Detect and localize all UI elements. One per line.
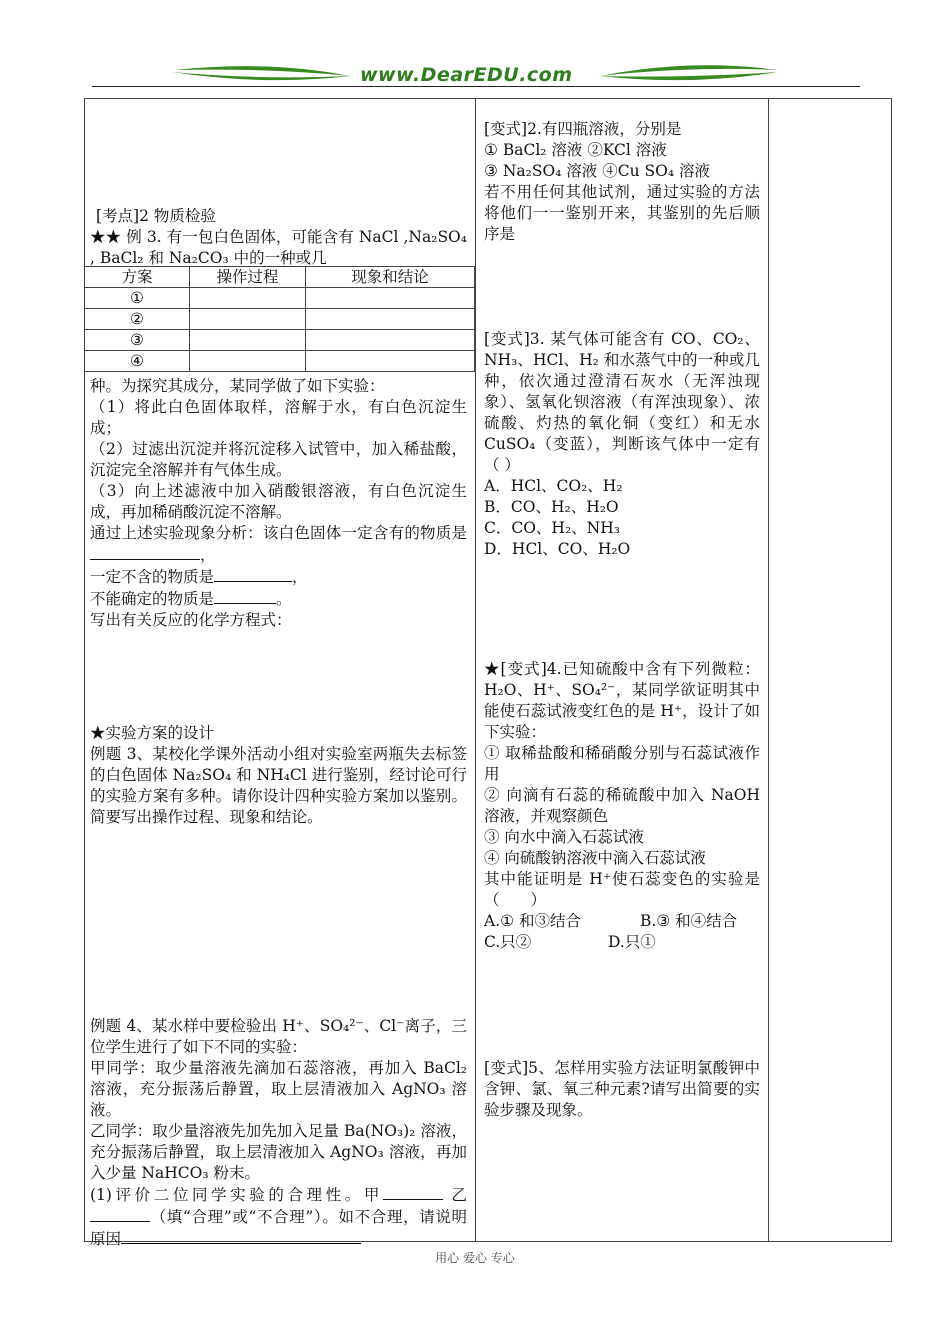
table-header-cell: 操作过程 [190, 267, 306, 288]
table-row [85, 351, 475, 372]
example4-q1-text: (1)评价二位同学实验的合理性。甲 [90, 1186, 383, 1204]
column-divider-2 [768, 98, 769, 1241]
example4-intro: 例题 4、某水样中要检验出 H⁺、SO₄²⁻、Cl⁻离子，三位学生进行了如下不同的实验： [90, 1017, 467, 1056]
design-title: ★实验方案的设计 [90, 724, 215, 742]
table-header-cell: 方案 [85, 267, 190, 288]
table-header-cell: 现象和结论 [306, 267, 475, 288]
example3-question: 通过上述实验现象分析：该白色固体一定含有的物质是 [90, 524, 467, 542]
variant3-option[interactable]: A．HCl、CO₂、H₂ [484, 477, 623, 495]
answer-blank[interactable] [121, 1228, 361, 1244]
table-cell[interactable] [190, 330, 306, 351]
table-cell: ④ [85, 351, 190, 372]
table-cell[interactable] [306, 288, 475, 309]
variant2-line: ① BaCl₂ 溶液 ②KCl 溶液 [484, 141, 667, 159]
answer-blank[interactable] [90, 1206, 150, 1222]
example3-line: 一定不含的物质是 ， [90, 568, 308, 586]
variant4-option[interactable]: C.只② [484, 933, 532, 951]
example3-question: 一定不含的物质是 [90, 568, 215, 586]
example3-line: 不能确定的物质是 。 [90, 590, 292, 608]
answer-blank[interactable] [214, 588, 276, 604]
variant4-question: 其中能证明是 H⁺使石蕊变色的实验是（ ） [484, 870, 760, 909]
table-row [85, 288, 475, 309]
variant4-option[interactable]: A.① 和③结合 [484, 912, 581, 930]
variant4-item: ② 向滴有石蕊的稀硫酸中加入 NaOH 溶液，并观察颜色 [484, 786, 760, 825]
variant4-item: ③ 向水中滴入石蕊试液 [484, 828, 644, 846]
example3-question: 不能确定的物质是 [90, 590, 215, 608]
example4-q1-text: （填“合理”或“不合理”）。如不合理，请说明原因 [90, 1208, 467, 1248]
variant3-option[interactable]: C．CO、H₂、NH₃ [484, 519, 620, 537]
example3-line: （2）过滤出沉淀并将沉淀移入试管中，加入稀盐酸，沉淀完全溶解并有气体生成。 [90, 440, 467, 479]
table-cell: ③ [85, 330, 190, 351]
variant3-option[interactable]: B．CO、H₂、H₂O [484, 498, 619, 516]
answer-blank[interactable] [214, 566, 292, 582]
variant4-item: ① 取稀盐酸和稀硝酸分别与石蕊试液作用 [484, 744, 760, 783]
table-cell[interactable] [190, 288, 306, 309]
table-row [85, 330, 475, 351]
variant4-body: ★[变式]4.已知硫酸中含有下列微粒：H₂O、H⁺、SO₄²⁻，某同学欲证明其中能使石蕊试液变红色的是 H⁺，设计了如下实验： [484, 660, 760, 741]
table-row [85, 309, 475, 330]
example3-line: （1）将此白色固体取样，溶解于水，有白色沉淀生成； [90, 398, 467, 437]
variant3-option[interactable]: D．HCl、CO、H₂O [484, 540, 631, 558]
example3-intro [90, 227, 467, 269]
scheme-table [84, 266, 475, 372]
example3-line: （3）向上述滤液中加入硝酸银溶液，有白色沉淀生成，再加稀硝酸沉淀不溶解。 [90, 482, 467, 521]
table-cell[interactable] [190, 351, 306, 372]
variant2-line: 若不用任何其他试剂，通过实验的方法将他们一一鉴别开来，其鉴别的先后顺序是 [484, 183, 760, 243]
table-cell[interactable] [306, 351, 475, 372]
stars-icon: ★★ [90, 228, 122, 246]
variant4 [484, 659, 760, 953]
table-header-row [85, 267, 475, 288]
variant2-line: ③ Na₂SO₄ 溶液 ④Cu SO₄ 溶液 [484, 162, 710, 180]
example3-body [90, 376, 467, 631]
design-body: 例题 3、某校化学课外活动小组对实验室两瓶失去标签的白色固体 Na₂SO₄ 和 NH₄Cl 进行鉴别，经讨论可行的实验方案有多种。请你设计四种实验方案加以鉴别。简要写出操作过程、现象和结论。 [90, 745, 467, 826]
variant4-option[interactable]: B.③ 和④结合 [640, 912, 738, 930]
column-divider-1 [475, 98, 476, 1241]
table-cell: ① [85, 288, 190, 309]
variant2-title: [变式]2.有四瓶溶液，分别是 [484, 120, 682, 138]
answer-blank[interactable] [383, 1184, 443, 1200]
example4-yi: 乙同学：取少量溶液先加先加入足量 Ba(NO₃)₂ 溶液，充分振荡后静置，取上层清液加入 AgNO₃ 溶液，再加入少量 NaHCO₃ 粉末。 [90, 1122, 467, 1182]
variant4-item: ④ 向硫酸钠溶液中滴入石蕊试液 [484, 849, 706, 867]
variant4-options-row [484, 932, 760, 953]
example4-jia: 甲同学：取少量溶液先滴加石蕊溶液，再加入 BaCl₂ 溶液，充分振荡后静置，取上层清液加入 AgNO₃ 溶液。 [90, 1059, 467, 1119]
variant5-body: [变式]5、怎样用实验方法证明氯酸钾中含钾、氯、氧三种元素?请写出简要的实验步骤及现象。 [484, 1059, 760, 1119]
variant4-options-row [484, 911, 760, 932]
table-cell[interactable] [306, 309, 475, 330]
page-footer: 用心 爱心 专心 [435, 1251, 515, 1265]
example3-intro-text: 例 3. 有一包白色固体，可能含有 NaCl ,Na₂SO₄ , BaCl₂ 和 Na₂CO₃ 中的一种或几 [90, 228, 467, 267]
example3-line: 写出有关反应的化学方程式： [90, 611, 292, 629]
table-cell[interactable] [306, 330, 475, 351]
table-cell[interactable] [190, 309, 306, 330]
table-cell: ② [85, 309, 190, 330]
example4-q1 [90, 1184, 467, 1250]
variant3-body: [变式]3. 某气体可能含有 CO、CO₂、NH₃、HCl、H₂ 和水蒸气中的一种或几种，依次通过澄清石灰水（无浑浊现象）、氢氧化钡溶液（有浑浊现象）、浓硫酸、灼热的氧化铜（变红）和无水 CuSO₄（变蓝），判断该气体中一定有（ ） [484, 330, 760, 474]
site-logo[interactable]: www.DearEDU.com [360, 64, 573, 86]
variant3 [484, 329, 760, 560]
example3-line: 通过上述实验现象分析：该白色固体一定含有的物质是， [90, 524, 467, 564]
answer-blank[interactable] [90, 544, 200, 560]
variant4-option[interactable]: D.只① [608, 933, 656, 951]
variant2 [484, 119, 760, 245]
kaodian-heading: [考点]2 物质检验 [96, 207, 216, 225]
example4-body [90, 1016, 467, 1250]
example4-q1-text: 乙 [451, 1186, 467, 1204]
example3-line: 种。为探究其成分，某同学做了如下实验： [90, 377, 385, 395]
header-rule [92, 86, 860, 87]
